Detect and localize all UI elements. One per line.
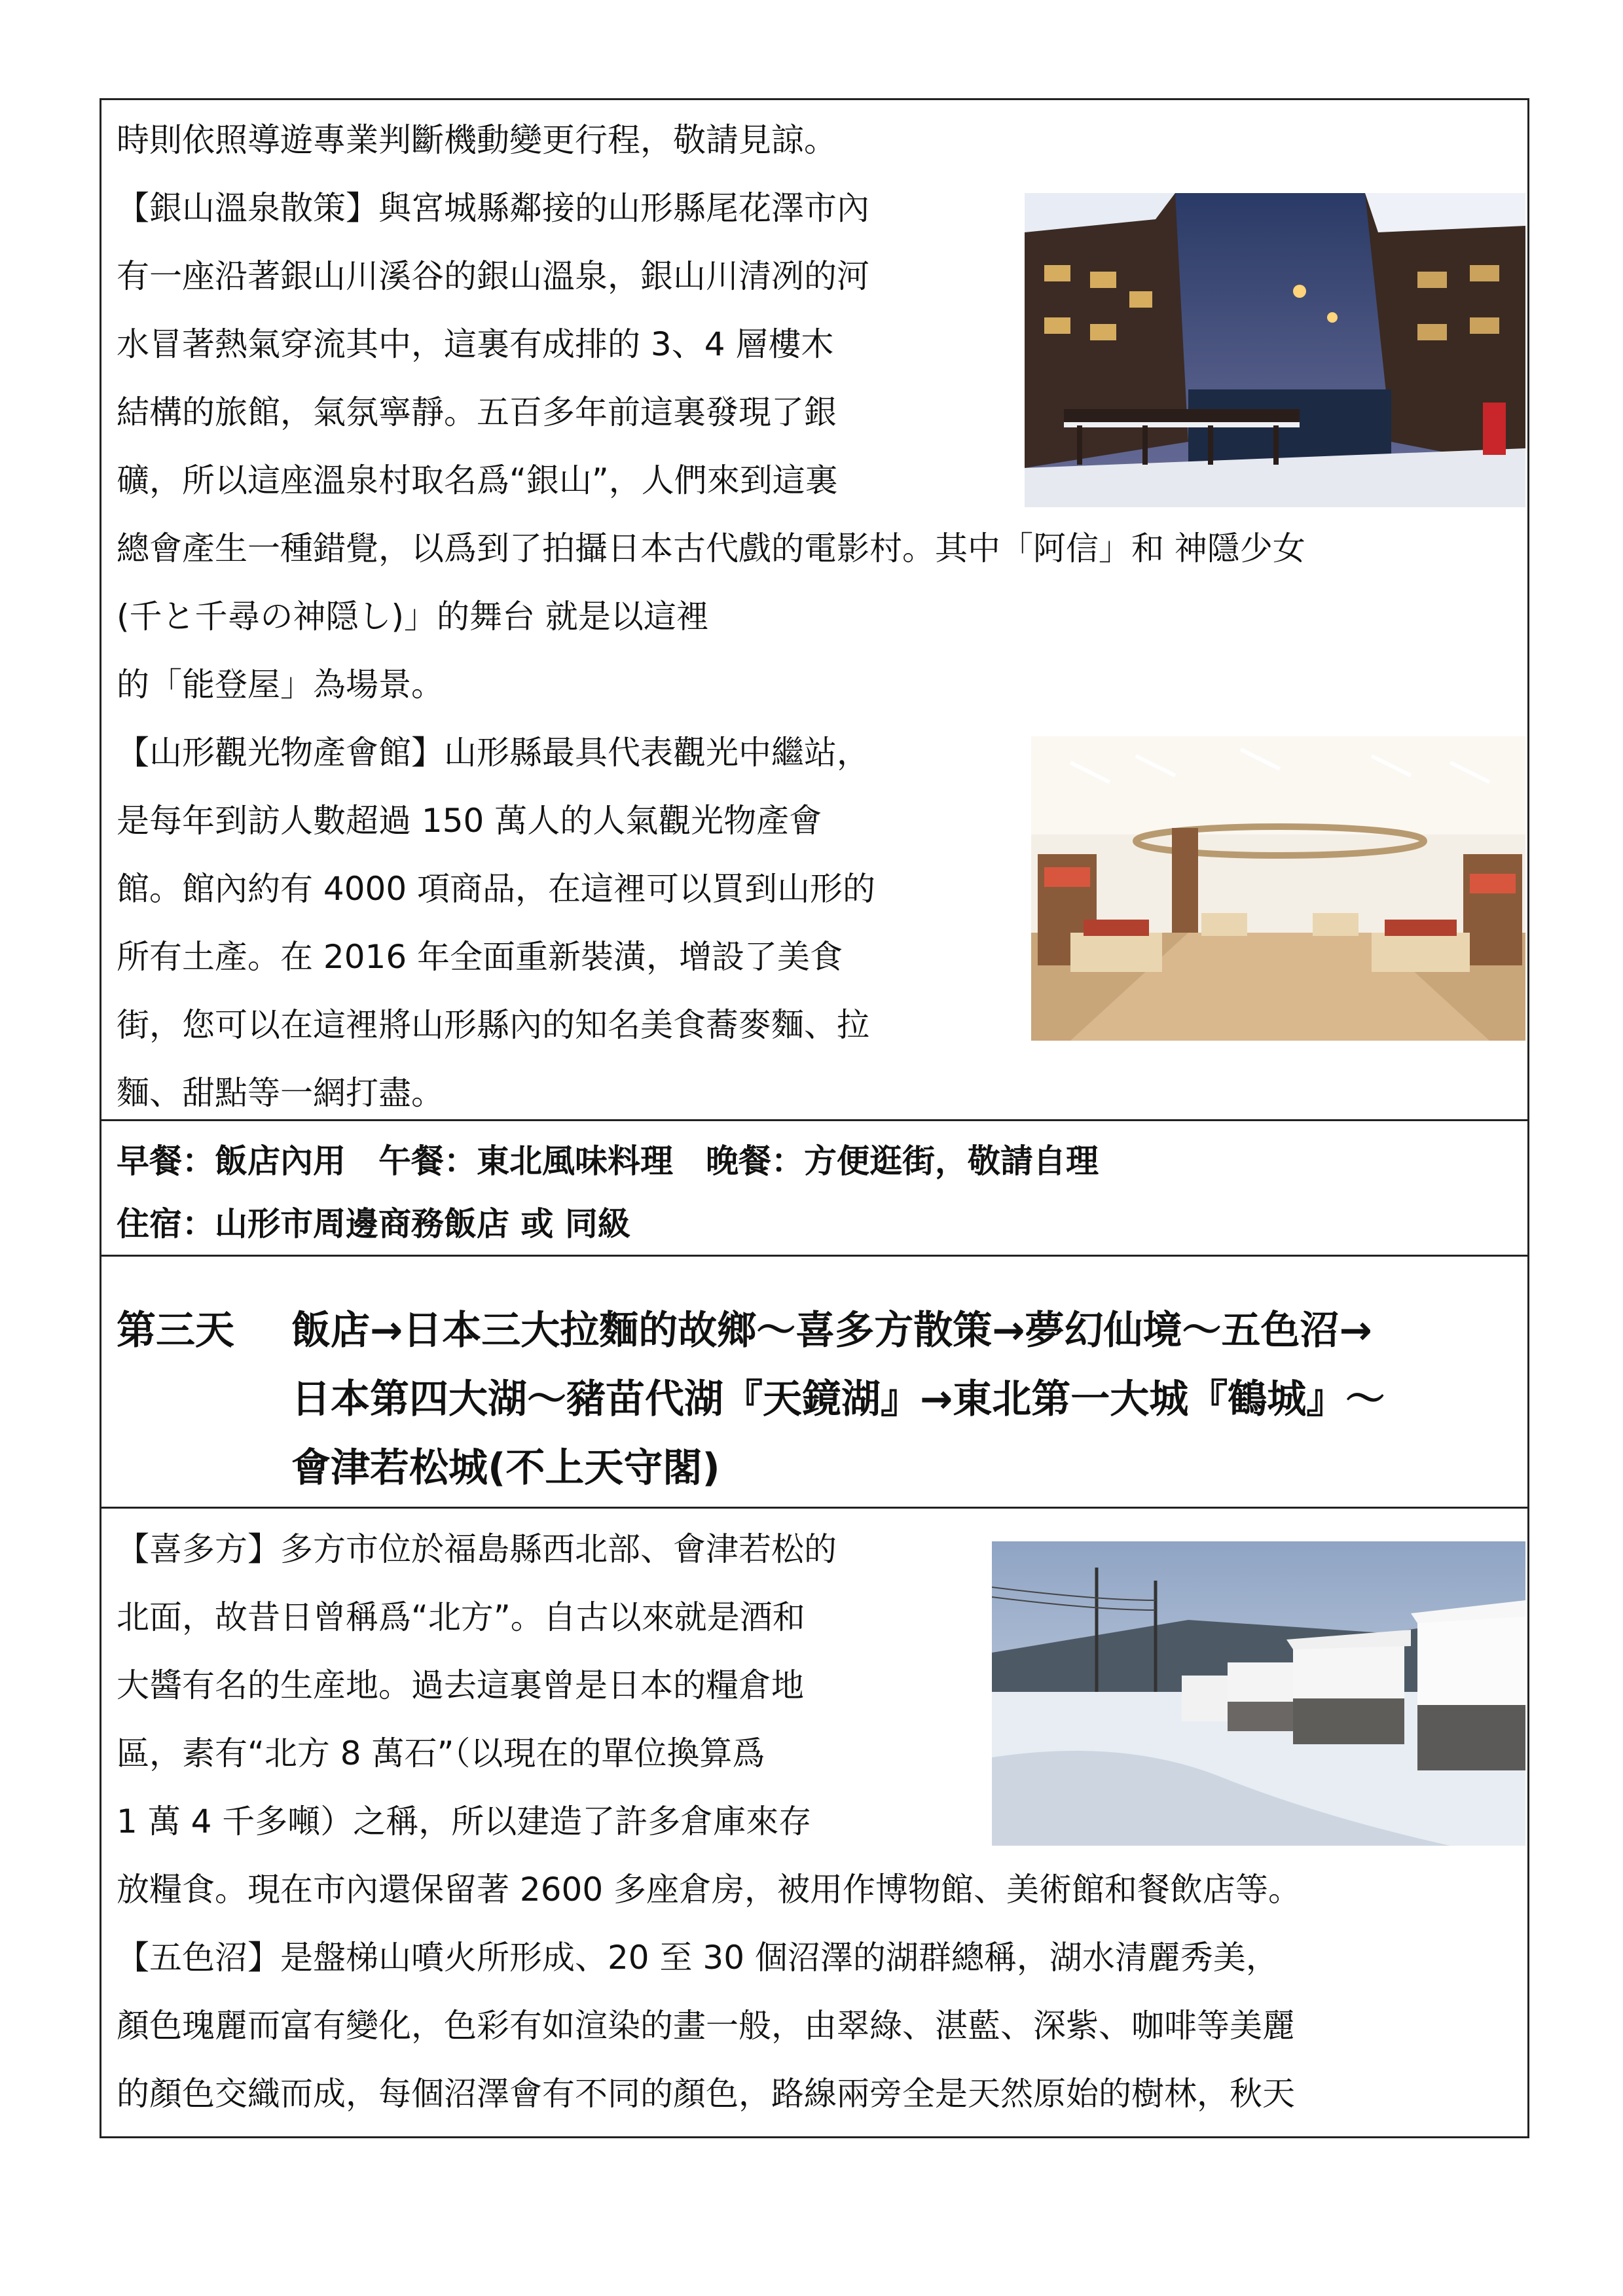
- goshikinuma-line: 顏色瑰麗而富有變化，色彩有如渲染的畫一般，由翠綠、湛藍、深紫、咖啡等美麗: [117, 2007, 1295, 2045]
- meals-line: 早餐：飯店內用 午餐：東北風味料理 晚餐：方便逛街，敬請自理: [117, 1142, 1099, 1180]
- ginzan-line: 水冒著熱氣穿流其中，這裏有成排的 3、4 層樓木: [117, 325, 834, 363]
- ginzan-line: 的「能登屋」為場景。: [117, 666, 444, 704]
- kitakata-line: 大醬有名的生産地。過去這裏曾是日本的糧倉地: [117, 1666, 804, 1704]
- yamagata-line: 街，您可以在這裡將山形縣內的知名美食蕎麥麵、拉: [117, 1006, 869, 1044]
- day3-label: 第三天: [117, 1308, 234, 1354]
- day3-title-line: 會津若松城(不上天守閣): [291, 1445, 720, 1491]
- kitakata-line: 北面，故昔日曾稱爲“北方”。自古以來就是酒和: [117, 1598, 805, 1636]
- yamagata-souvenir-hall-photo: [1031, 736, 1525, 1041]
- goshikinuma-line: 【五色沼】是盤梯山噴火所形成、20 至 30 個沼澤的湖群總稱，湖水清麗秀美，: [117, 1939, 1279, 1977]
- yamagata-line: 【山形觀光物產會館】山形縣最具代表觀光中繼站，: [117, 734, 869, 772]
- ginzan-line: 有一座沿著銀山川溪谷的銀山溫泉，銀山川清冽的河: [117, 257, 869, 295]
- kitakata-line: 區，素有“北方 8 萬石”（以現在的單位換算爲: [117, 1734, 765, 1772]
- ginzan-line: 結構的旅館，氣氛寧靜。五百多年前這裏發現了銀: [117, 393, 837, 431]
- kitakata-line: 【喜多方】多方市位於福島縣西北部、會津若松的: [117, 1530, 837, 1568]
- continuation-text: 時則依照導遊專業判斷機動變更行程，敬請見諒。: [117, 121, 837, 159]
- day3-title-line: 飯店→日本三大拉麵的故鄉～喜多方散策→夢幻仙境～五色沼→: [291, 1308, 1372, 1354]
- divider: [100, 1507, 1529, 1509]
- yamagata-line: 館。館內約有 4000 項商品，在這裡可以買到山形的: [117, 870, 876, 908]
- goshikinuma-line: 的顏色交織而成，每個沼澤會有不同的顏色，路線兩旁全是天然原始的樹林，秋天: [117, 2075, 1295, 2113]
- ginzan-line: (千と千尋の神隠し)」的舞台 就是以這裡: [117, 598, 709, 636]
- ginzan-line: 礦，所以這座溫泉村取名爲“銀山”，人們來到這裏: [117, 461, 838, 499]
- ginzan-line: 總會產生一種錯覺，以爲到了拍攝日本古代戲的電影村。其中「阿信」和 神隱少女: [117, 529, 1305, 567]
- day3-title-line: 日本第四大湖～豬苗代湖『天鏡湖』→東北第一大城『鶴城』～: [291, 1376, 1385, 1422]
- kitakata-storehouse-photo: [992, 1541, 1525, 1846]
- lodging-line: 住宿：山形市周邊商務飯店 或 同級: [117, 1205, 630, 1243]
- kitakata-line: 1 萬 4 千多噸）之稱，所以建造了許多倉庫來存: [117, 1803, 812, 1840]
- ginzan-line: 【銀山溫泉散策】與宮城縣鄰接的山形縣尾花澤市內: [117, 189, 869, 227]
- yamagata-line: 麵、甜點等一網打盡。: [117, 1074, 444, 1112]
- yamagata-line: 所有土產。在 2016 年全面重新裝潢，增設了美食: [117, 938, 843, 976]
- kitakata-line: 放糧食。現在市內還保留著 2600 多座倉房，被用作博物館、美術館和餐飲店等。: [117, 1871, 1302, 1909]
- yamagata-line: 是每年到訪人數超過 150 萬人的人氣觀光物產會: [117, 802, 822, 840]
- ginzan-onsen-photo: [1025, 193, 1525, 507]
